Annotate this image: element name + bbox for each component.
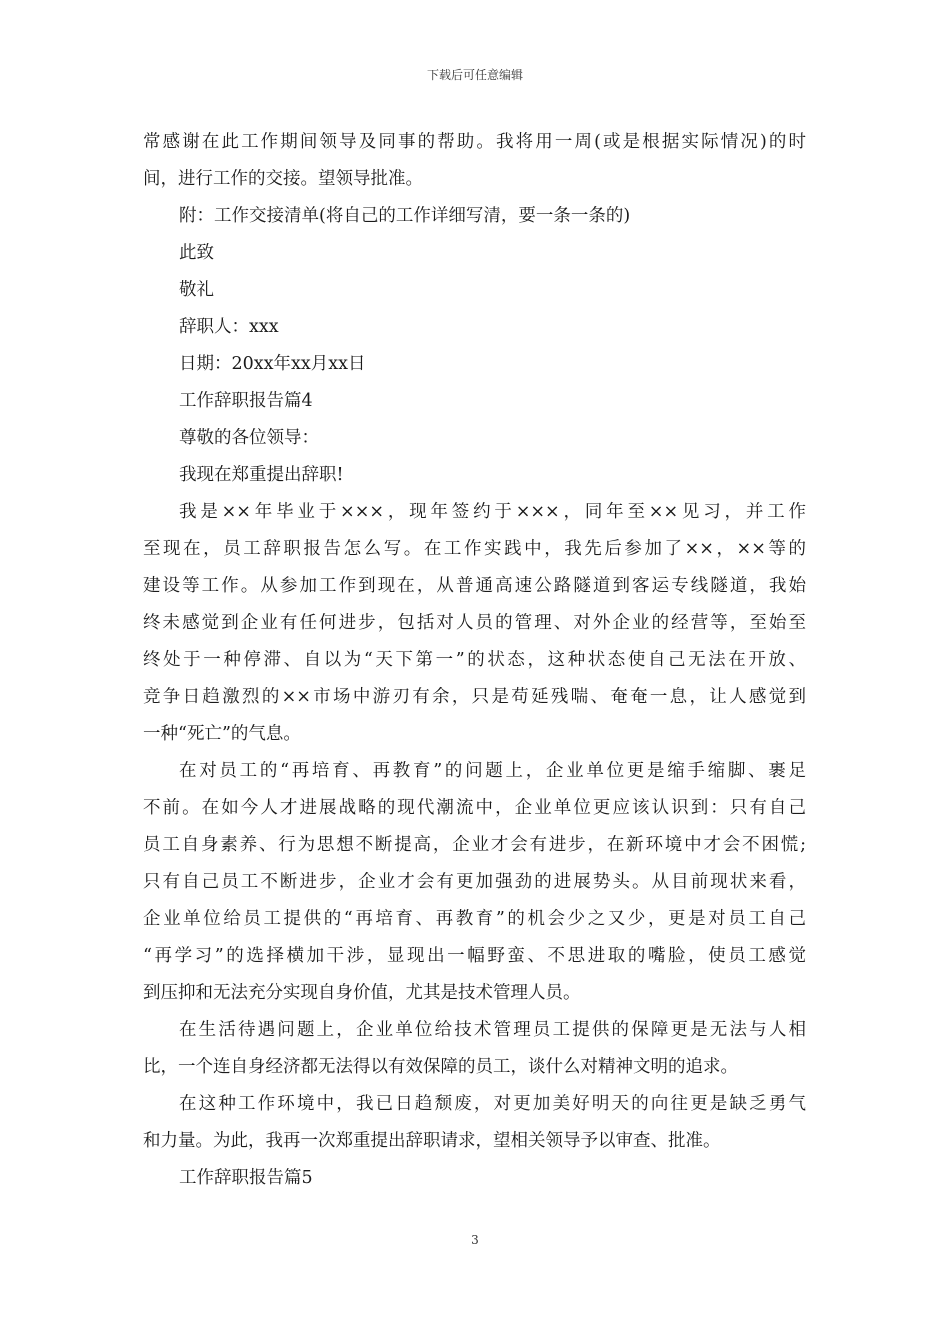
paragraph-line: 一种“死亡”的气息。 bbox=[143, 724, 301, 744]
paragraph-line: 终未感觉到企业有任何进步，包括对人员的管理、对外企业的经营等，至始至 bbox=[143, 613, 806, 633]
paragraph-line: 到压抑和无法充分实现自身价值，尤其是技术管理人员。 bbox=[143, 983, 581, 1003]
paragraph-line: 在对员工的“再培育、再教育”的问题上，企业单位更是缩手缩脚、裹足 bbox=[179, 761, 806, 781]
paragraph-line: 企业单位给员工提供的“再培育、再教育”的机会少之又少，更是对员工自己 bbox=[143, 909, 806, 929]
attachment-note: 附：工作交接清单(将自己的工作详细写清，要一条一条的) bbox=[179, 206, 631, 226]
paragraph-line: 至现在，员工辞职报告怎么写。在工作实践中，我先后参加了××，××等的 bbox=[143, 539, 806, 559]
paragraph-line: 在这种工作环境中，我已日趋颓废，对更加美好明天的向往更是缺乏勇气 bbox=[179, 1094, 806, 1114]
paragraph-line: 建设等工作。从参加工作到现在，从普通高速公路隧道到客运专线隧道，我始 bbox=[143, 576, 806, 596]
paragraph-line: “再学习”的选择横加干涉，显现出一幅野蛮、不思进取的嘴脸，使员工感觉 bbox=[143, 946, 806, 966]
paragraph-line: 员工自身素养、行为思想不断提高，企业才会有进步，在新环境中才会不困慌; bbox=[143, 835, 806, 855]
date-line: 日期：20xx年xx月xx日 bbox=[179, 354, 366, 374]
section-heading: 工作辞职报告篇5 bbox=[179, 1168, 313, 1188]
document-body bbox=[143, 124, 806, 1197]
closing-line: 敬礼 bbox=[179, 280, 214, 300]
salutation-line: 尊敬的各位领导： bbox=[179, 428, 319, 448]
signer-line: 辞职人：xxx bbox=[179, 317, 279, 337]
statement-line: 我现在郑重提出辞职! bbox=[179, 465, 344, 485]
paragraph-line: 间，进行工作的交接。望领导批准。 bbox=[143, 169, 423, 189]
closing-line: 此致 bbox=[179, 243, 214, 263]
paragraph-line: 在生活待遇问题上，企业单位给技术管理员工提供的保障更是无法与人相 bbox=[179, 1020, 806, 1040]
page-header: 下载后可任意编辑 bbox=[426, 68, 523, 82]
paragraph-line: 比，一个连自身经济都无法得以有效保障的员工，谈什么对精神文明的追求。 bbox=[143, 1057, 738, 1077]
paragraph-line: 竞争日趋激烈的××市场中游刃有余，只是苟延残喘、奄奄一息，让人感觉到 bbox=[143, 687, 806, 707]
paragraph-line: 和力量。为此，我再一次郑重提出辞职请求，望相关领导予以审查、批准。 bbox=[143, 1131, 721, 1151]
paragraph-line: 终处于一种停滞、自以为“天下第一”的状态，这种状态使自己无法在开放、 bbox=[143, 650, 806, 670]
paragraph-line: 不前。在如今人才进展战略的现代潮流中，企业单位更应该认识到：只有自己 bbox=[143, 798, 806, 818]
paragraph-line: 我是××年毕业于×××，现年签约于×××，同年至××见习，并工作 bbox=[179, 502, 806, 522]
page-number: 3 bbox=[471, 1233, 479, 1247]
paragraph-line: 只有自己员工不断进步，企业才会有更加强劲的进展势头。从目前现状来看， bbox=[143, 872, 806, 892]
paragraph-line: 常感谢在此工作期间领导及同事的帮助。我将用一周(或是根据实际情况)的时 bbox=[143, 132, 806, 152]
section-heading: 工作辞职报告篇4 bbox=[179, 391, 313, 411]
